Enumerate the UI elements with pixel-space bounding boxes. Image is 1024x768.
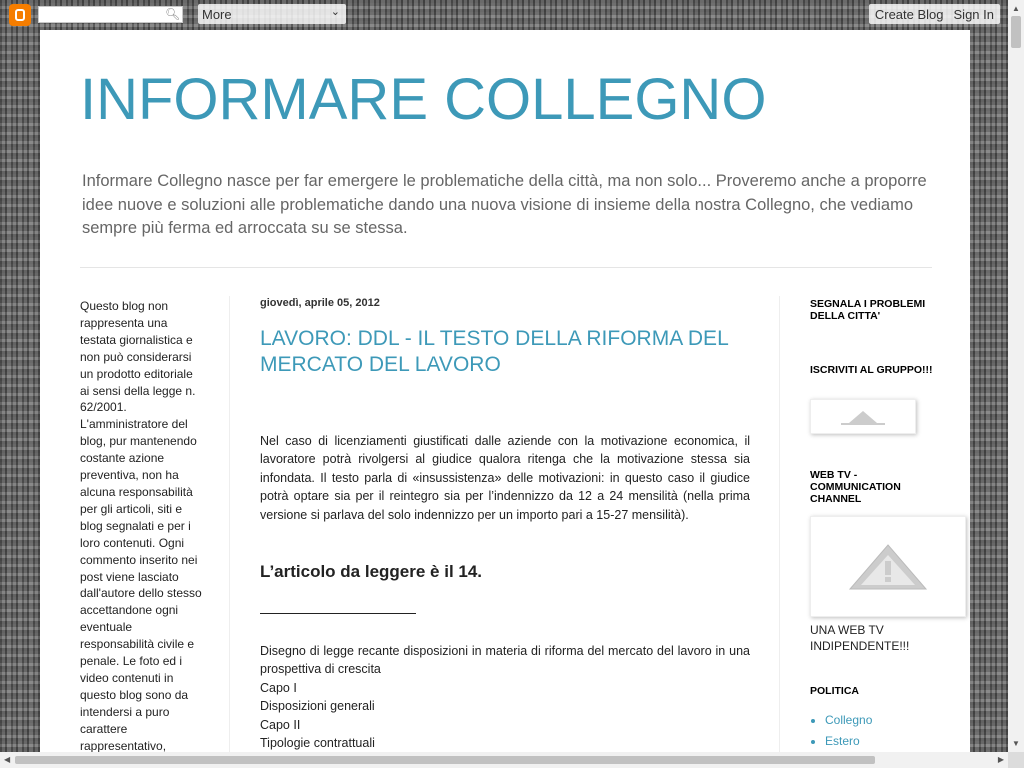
post-line: Capo I — [260, 680, 297, 695]
column-divider-left — [229, 296, 230, 752]
broken-image-icon — [811, 517, 965, 616]
disclaimer-text: Questo blog non rappresenta una testata giornalistica e non può considerarsi un prodotto editoriale ai sensi della legge n. 62/2001. L'amministratore del blog, pur mantenendo costante azione preventiva, non ha alcuna responsabilità per gli articoli, siti e blog segnalati e per i loro contenuti. Ogni commento inserito nei post viene lasciato dall'autore dello stesso accettandone ogni eventuale responsabilità civile e penale. Le foto ed i video contenuti in questo blog sono da intendersi a puro carattere rappresentativo, — [80, 299, 202, 752]
list-item[interactable] — [825, 710, 872, 731]
post-line: Tipologie contrattuali — [260, 735, 375, 750]
post-paragraph: Disegno di legge recante disposizioni in materia di riforma del mercato del lavoro in una prospettiva di crescita — [260, 644, 750, 677]
post-body-continued — [260, 642, 750, 752]
header-divider — [80, 267, 932, 268]
scroll-right-icon[interactable]: ▶ — [997, 755, 1004, 764]
webtv-caption: UNA WEB TV INDIPENDENTE!!! — [810, 623, 910, 653]
blog-title[interactable]: INFORMARE COLLEGNO — [80, 67, 767, 132]
blogger-navbar — [0, 0, 1008, 30]
search-input[interactable] — [38, 6, 183, 23]
post-title[interactable]: LAVORO: DDL - IL TESTO DELLA RIFORMA DEL MERCATO DEL LAVORO — [260, 327, 728, 376]
navbar-links — [869, 4, 1000, 24]
politica-link[interactable]: Estero — [825, 734, 860, 748]
webtv-image[interactable] — [810, 516, 966, 617]
scroll-left-icon[interactable]: ◀ — [4, 755, 11, 764]
post-paragraph: Nel caso di licenziamenti giustificati dalle aziende con la motivazione economica, il lavoratore potrà rivolgersi al giudice qualora ritenga che la motivazione stessa sia infondata. Il testo parla di «insussistenza» delle motivazioni: in questo caso il giudice potrà optare sia per il reintegro sia per l’indennizzo da 12 a 24 mensilità (nella prima versione si parlava del solo indennizzo per un importo pari a 15-27 mensilità). — [260, 434, 750, 522]
blog-page — [40, 30, 970, 752]
iscriviti-heading: ISCRIVITI AL GRUPPO!!! — [810, 364, 933, 376]
post-line: Disposizioni generali — [260, 699, 375, 714]
post-line: Capo II — [260, 717, 301, 732]
more-label: More — [202, 7, 232, 22]
create-blog-link[interactable]: Create Blog — [874, 7, 944, 22]
politica-list — [810, 710, 872, 752]
blog-description: Informare Collegno nasce per far emergere le problematiche della città, ma non solo... Proveremo anche a proporre idee nuove e soluzioni alle problematiche dando una nuova visione di insieme della nostra Collegno, che vediamo sempre più ferma ed arroccata su se stessa. — [82, 172, 927, 237]
column-divider-right — [779, 296, 780, 752]
scroll-down-icon[interactable]: ▼ — [1012, 739, 1020, 748]
blogger-logo-icon[interactable] — [9, 4, 31, 26]
post-rule — [260, 613, 416, 614]
segnala-heading: SEGNALA I PROBLEMI DELLA CITTA' — [810, 298, 926, 322]
broken-image-icon — [811, 400, 915, 433]
scrollbar-thumb[interactable] — [15, 756, 875, 764]
post-body — [260, 432, 750, 524]
scrollbar-thumb[interactable] — [1011, 16, 1021, 48]
vertical-scrollbar[interactable] — [1008, 0, 1024, 752]
politica-link[interactable]: Collegno — [825, 713, 873, 727]
group-image[interactable] — [810, 399, 916, 434]
scroll-up-icon[interactable]: ▲ — [1012, 4, 1020, 13]
politica-heading: POLITICA — [810, 685, 859, 697]
more-dropdown[interactable] — [198, 4, 346, 24]
search-icon[interactable]: 🔍︎ — [165, 7, 181, 21]
sign-in-link[interactable]: Sign In — [953, 7, 994, 22]
post-date: giovedì, aprile 05, 2012 — [260, 297, 380, 309]
webtv-heading: WEB TV - COMMUNICATION CHANNEL — [810, 469, 901, 505]
horizontal-scrollbar[interactable] — [0, 752, 1008, 768]
list-item[interactable] — [825, 731, 872, 752]
post-heading: L’articolo da leggere è il 14. — [260, 562, 483, 581]
scrollbar-corner — [1008, 752, 1024, 768]
chevron-down-icon: ⌄ — [330, 6, 340, 18]
